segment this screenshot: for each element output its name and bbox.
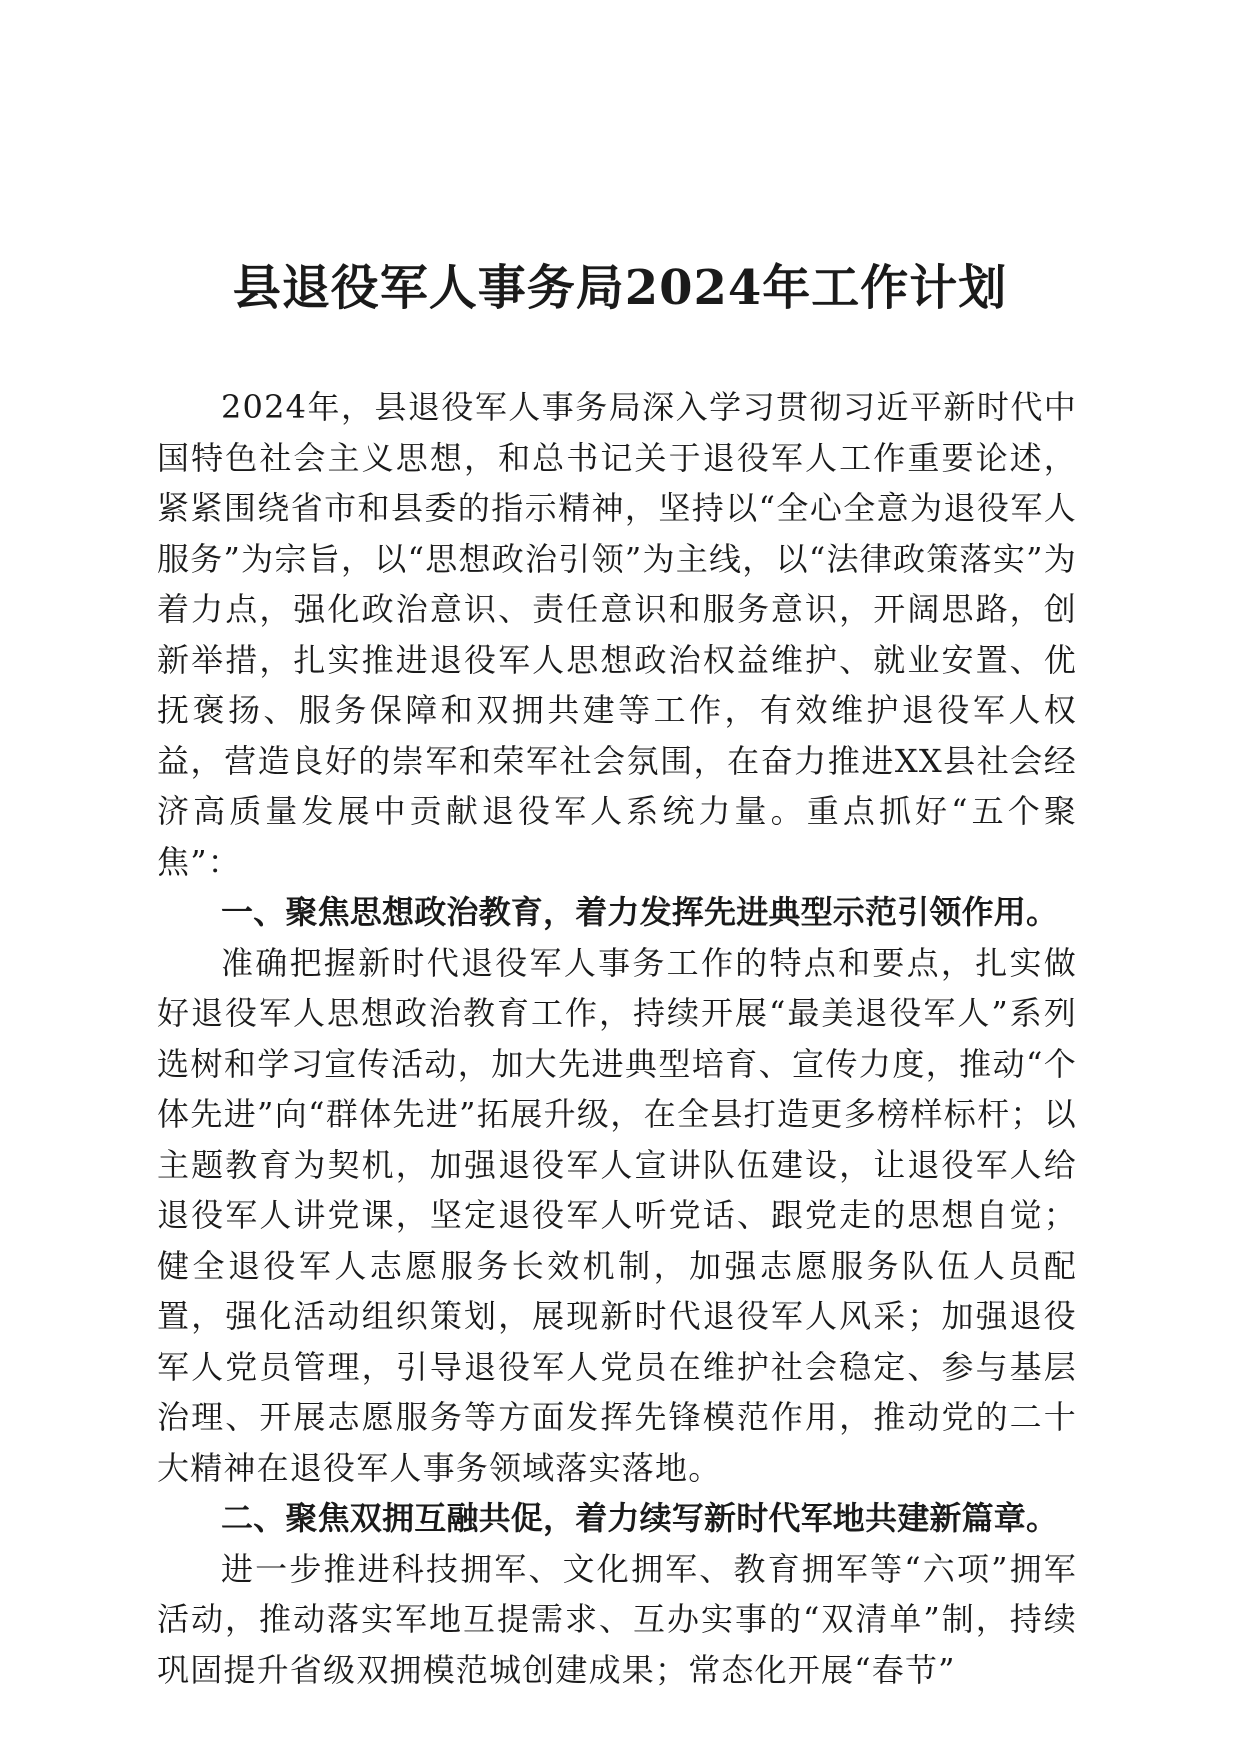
document-title: 县退役军人事务局2024年工作计划 bbox=[232, 260, 1008, 316]
section-heading-1: 一、聚焦思想政治教育，着力发挥先进典型示范引领作用。 bbox=[221, 893, 1059, 931]
section-heading-2: 二、聚焦双拥互融共促，着力续写新时代军地共建新篇章。 bbox=[221, 1499, 1059, 1537]
document-body bbox=[157, 382, 1077, 1695]
section-paragraph-1: 准确把握新时代退役军人事务工作的特点和要点，扎实做好退役军人思想政治教育工作，持续开展“最美退役军人”系列选树和学习宣传活动，加大先进典型培育、宣传力度，推动“个体先进”向“群体先进”拓展升级，在全县打造更多榜样标杆；以主题教育为契机，加强退役军人宣讲队伍建设，让退役军人给退役军人讲党课，坚定退役军人听党话、跟党走的思想自觉；健全退役军人志愿服务长效机制，加强志愿服务队伍人员配置，强化活动组织策划，展现新时代退役军人风采；加强退役军人党员管理，引导退役军人党员在维护社会稳定、参与基层治理、开展志愿服务等方面发挥先锋模范作用，推动党的二十大精神在退役军人事务领域落实落地。 bbox=[157, 943, 1077, 1487]
intro-paragraph: 2024年，县退役军人事务局深入学习贯彻习近平新时代中国特色社会主义思想，和总书记关于退役军人工作重要论述，紧紧围绕省市和县委的指示精神，坚持以“全心全意为退役军人服务”为宗旨，以“思想政治引领”为主线，以“法律政策落实”为着力点，强化政治意识、责任意识和服务意识，开阔思路，创新举措，扎实推进退役军人思想政治权益维护、就业安置、优抚褒扬、服务保障和双拥共建等工作，有效维护退役军人权益，营造良好的崇军和荣军社会氛围，在奋力推进XX县社会经济高质量发展中贡献退役军人系统力量。重点抓好“五个聚焦”： bbox=[157, 388, 1077, 881]
section-paragraph-2: 进一步推进科技拥军、文化拥军、教育拥军等“六项”拥军活动，推动落实军地互提需求、互办实事的“双清单”制，持续巩固提升省级双拥模范城创建成果；常态化开展“春节” bbox=[157, 1549, 1077, 1689]
